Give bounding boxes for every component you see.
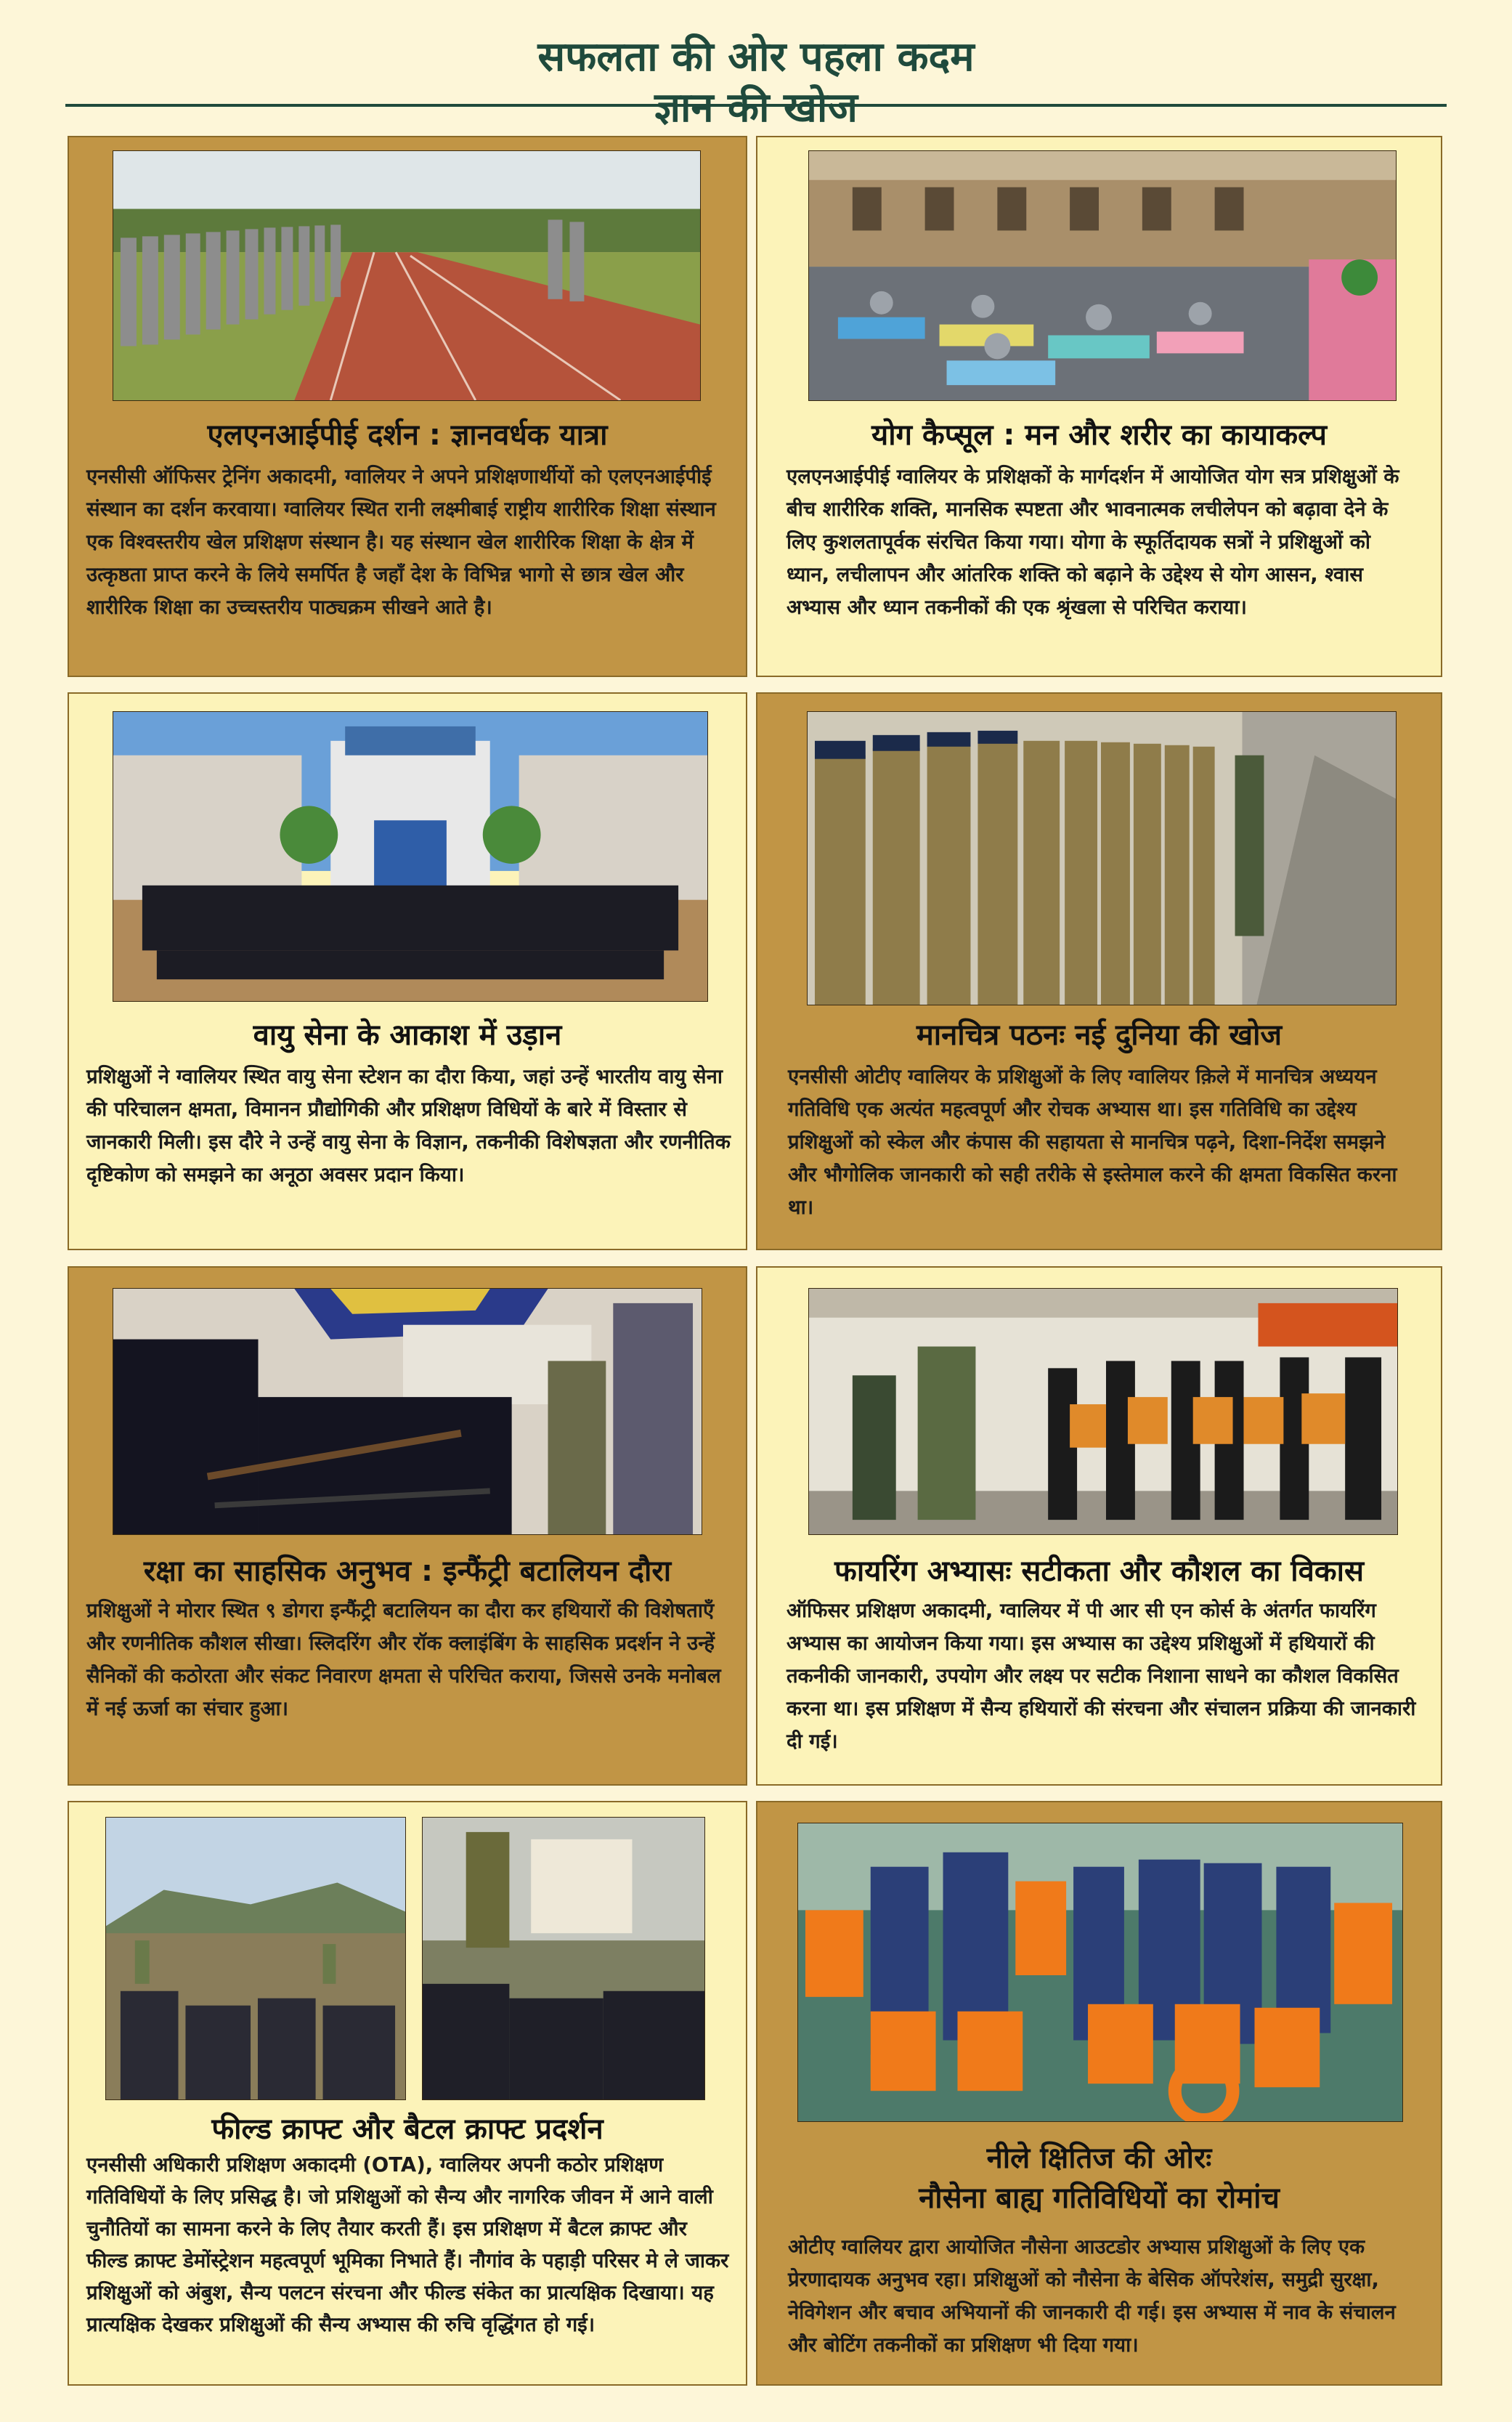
- photo-air-force-station: [113, 711, 708, 1002]
- card-body: प्रशिक्षुओं ने ग्वालियर स्थित वायु सेना स्टेशन का दौरा किया, जहां उन्हें भारतीय वायु सेना की परिचालन क्षमता, विमानन प्रौद्योगिकी और प्रशिक्षण विधियों के बारे में विस्तार से जानकारी मिली। इस दौरे ने उन्हें वायु सेना के विज्ञान, तकनीकी विशेषज्ञता और रणनीतिक दृष्टिकोण को समझने का अनूठा अवसर प्रदान किया।: [86, 1065, 731, 1186]
- photo-firing-targets: [808, 1288, 1398, 1535]
- card-map-reading: [756, 692, 1442, 1250]
- card-air-force-visit: [68, 692, 747, 1250]
- card-body: एनसीसी अधिकारी प्रशिक्षण अकादमी (OTA), ग्वालियर अपनी कठोर प्रशिक्षण गतिविधियों के लिए प्रसिद्ध है। जो प्रशिक्षुओं को सैन्य और नागरिक जीवन में आने वाली चुनौतियों का सामना करने के लिए तैयार करती हैं। इस प्रशिक्षण में बैटल क्राफ्ट और फील्ड क्राफ्ट डेमोंस्ट्रेशन महत्वपूर्ण भूमिका निभाते हैं। नौगांव के पहाड़ी परिसर मे ले जाकर प्रशिक्षुओं को अंबुश, सैन्य पलटन संरचना और फील्ड संकेत का प्रात्यक्षिक दिखाया। यह प्रात्यक्षिक देखकर प्रशिक्षुओं की सैन्य अभ्यास की रुचि वृद्धिंगत हो गई।: [86, 2153, 729, 2336]
- photo-field-craft-outdoor: [105, 1817, 406, 2100]
- photo-yoga-session: [808, 150, 1397, 401]
- card-title: मानचित्र पठनः नई दुनिया की खोज: [916, 1018, 1283, 1052]
- photo-running-track: [113, 150, 701, 401]
- photo-map-reading-fort: [807, 711, 1397, 1005]
- photo-infantry-weapons: [113, 1288, 702, 1535]
- card-body: एलएनआईपीई ग्वालियर के प्रशिक्षकों के मार्गदर्शन में आयोजित योग सत्र प्रशिक्षुओं के बीच शारीरिक शक्ति, मानसिक स्पष्टता और भावनात्मक लचीलेपन को बढ़ावा देने के लिए कुशलतापूर्वक संरचित किया गया। योगा के स्फूर्तिदायक सत्रों ने प्रशिक्षुओं को ध्यान, लचीलापन और आंतरिक शक्ति को बढ़ाने के उद्देश्य से योग आसन, श्वास अभ्यास और ध्यान तकनीकों की एक श्रृंखला से परिचित कराया।: [787, 465, 1399, 619]
- card-title: योग कैप्सूल : मन और शरीर का कायाकल्प: [871, 418, 1327, 452]
- card-title: नीले क्षितिज की ओरः: [986, 2142, 1212, 2175]
- card-title: फील्ड क्राफ्ट और बैटल क्राफ्ट प्रदर्शन: [211, 2113, 603, 2146]
- card-field-craft: [68, 1801, 747, 2386]
- card-yoga-capsule: [756, 136, 1442, 677]
- card-title: वायु सेना के आकाश में उड़ान: [253, 1018, 562, 1052]
- card-body: प्रशिक्षुओं ने मोरार स्थित ९ डोगरा इन्फैंट्री बटालियन का दौरा कर हथियारों की विशेषताएँ और रणनीतिक कौशल सीखा। स्लिदरिंग और रॉक क्लाइंबिंग के साहसिक प्रदर्शन ने उन्हें सैनिकों की कठोरता और संकट निवारण क्षमता से परिचित कराया, जिससे उनके मनोबल में नई ऊर्जा का संचार हुआ।: [86, 1599, 721, 1720]
- photo-field-craft-demo: [422, 1817, 705, 2100]
- page-title: सफलता की ओर पहला कदम: [537, 33, 975, 81]
- card-naval-activities: [756, 1801, 1442, 2386]
- card-body: ओटीए ग्वालियर द्वारा आयोजित नौसेना आउटडोर अभ्यास प्रशिक्षुओं के लिए एक प्रेरणादायक अनुभव रहा। प्रशिक्षुओं को नौसेना के बेसिक ऑपरेशंस, समुद्री सुरक्षा, नेविगेशन और बचाव अभियानों की जानकारी दी गई। इस अभ्यास में नाव के संचालन और बोटिंग तकनीकों का प्रशिक्षण भी दिया गया।: [788, 2235, 1396, 2357]
- card-subtitle: नौसेना बाह्य गतिविधियों का रोमांच: [919, 2182, 1280, 2215]
- page-header: [0, 0, 1512, 131]
- page-subtitle: ज्ञान की खोज: [654, 84, 858, 131]
- card-title: फायरिंग अभ्यासः सटीकता और कौशल का विकास: [834, 1555, 1364, 1588]
- card-body: एनसीसी ऑफिसर ट्रेनिंग अकादमी, ग्वालियर ने अपने प्रशिक्षणार्थीयों को एलएनआईपीई संस्थान का दर्शन करवाया। ग्वालियर स्थित रानी लक्ष्मीबाई राष्ट्रीय शारीरिक शिक्षा संस्थान एक विश्वस्तरीय खेल प्रशिक्षण संस्थान है। यह संस्थान खेल शारीरिक शिक्षा के क्षेत्र में उत्कृष्ठता प्राप्त करने के लिये समर्पित है जहाँ देश के विभिन्न भागो से छात्र खेल और शारीरिक शिक्षा का उच्चस्तरीय पाठ्यक्रम सीखने आते है।: [86, 465, 716, 619]
- photo-naval-life-jackets: [797, 1823, 1403, 2122]
- card-lnipe-visit: [68, 136, 747, 677]
- card-title: रक्षा का साहसिक अनुभव : इन्फैंट्री बटालियन दौरा: [143, 1555, 672, 1588]
- card-title: एलएनआईपीई दर्शन : ज्ञानवर्धक यात्रा: [207, 418, 608, 452]
- card-body: ऑफिसर प्रशिक्षण अकादमी, ग्वालियर में पी आर सी एन कोर्स के अंतर्गत फायरिंग अभ्यास का आयोजन किया गया। इस अभ्यास का उद्देश्य प्रशिक्षुओं में हथियारों की तकनीकी जानकारी, उपयोग और लक्ष्य पर सटीक निशाना साधने का कौशल विकसित करना था। इस प्रशिक्षण में सैन्य हथियारों की संरचना और संचालन प्रक्रिया की जानकारी दी गई।: [787, 1599, 1416, 1753]
- card-firing-practice: [756, 1266, 1442, 1786]
- card-infantry-battalion: [68, 1266, 747, 1786]
- card-body: एनसीसी ओटीए ग्वालियर के प्रशिक्षुओं के लिए ग्वालियर क़िले में मानचित्र अध्ययन गतिविधि एक अत्यंत महत्वपूर्ण और रोचक अभ्यास था। इस गतिविधि का उद्देश्य प्रशिक्षुओं को स्केल और कंपास की सहायता से मानचित्र पढ़ने, दिशा-निर्देश समझने और भौगोलिक जानकारी को सही तरीके से इस्तेमाल करने की क्षमता विकसित करना था।: [788, 1065, 1397, 1219]
